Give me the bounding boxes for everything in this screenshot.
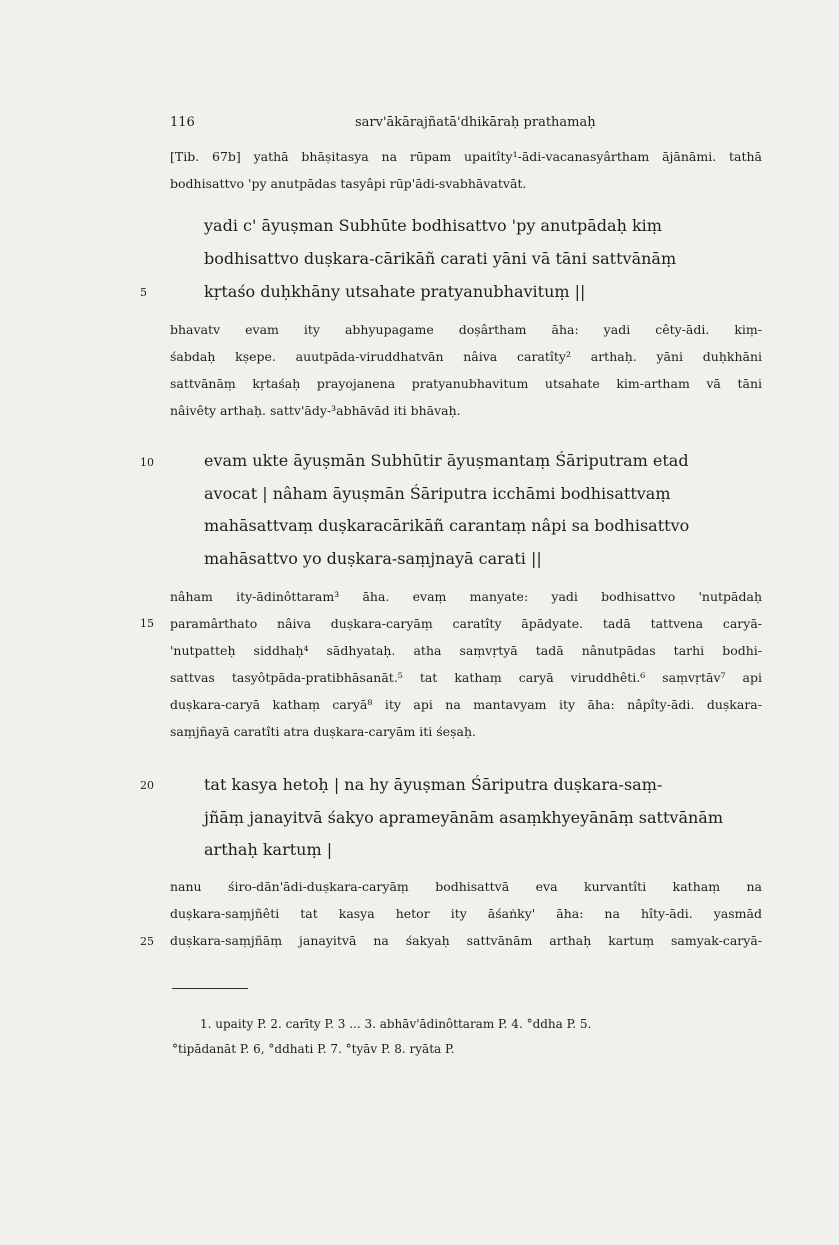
line-number: 20 (140, 779, 154, 792)
commentary-line: sattvānāṃ kṛtaśaḥ prayojanena pratyanubhavitum utsahate kim-artham vā tāni (170, 376, 762, 391)
line-number: 5 (140, 286, 147, 299)
footnote-line: °tipādanāt P. 6, °ddhati P. 7. °tyāv P. 8. ryāta P. (172, 1042, 455, 1056)
running-title: sarv'ākārajñatā'dhikāraḥ prathamaḥ (355, 115, 596, 130)
verse-line: bodhisattvo duṣkara-cārikāñ carati yāni vā tāni sattvānāṃ (204, 249, 677, 268)
commentary-line: nâivêty arthaḥ. sattv'ādy-³abhāvād iti bhāvaḥ. (170, 403, 461, 418)
commentary-line: saṃjñayā caratîti atra duṣkara-caryām iti śeṣaḥ. (170, 724, 476, 739)
verse-line: mahāsattvo yo duṣkara-saṃjnayā carati || (204, 549, 542, 568)
verse-line: kṛtaśo duḥkhāny utsahate pratyanubhavituṃ || (204, 282, 586, 301)
commentary-line: duṣkara-caryā kathaṃ caryā⁸ ity api na mantavyam ity āha: nâpîty-ādi. duṣkara- (170, 697, 762, 712)
commentary-line: śabdaḥ kṣepe. auutpāda-viruddhatvān nâiva caratîty² arthaḥ. yāni duḥkhāni (170, 349, 762, 364)
line-number: 15 (140, 617, 154, 630)
commentary-line: bodhisattvo 'py anutpādas tasyâpi rūp'ādi-svabhāvatvāt. (170, 176, 527, 191)
verse-line: mahāsattvaṃ duṣkaracārikāñ carantaṃ nâpi sa bodhisattvo (204, 516, 690, 535)
commentary-line: duṣkara-saṃjñāṃ janayitvā na śakyaḥ sattvānām arthaḥ kartuṃ samyak-caryā- (170, 933, 762, 948)
page-number: 116 (170, 115, 195, 130)
commentary-line: duṣkara-saṃjñêti tat kasya hetor ity āśaṅky' āha: na hîty-ādi. yasmād (170, 906, 762, 921)
commentary-line: nâham ity-ādinôttaram³ āha. evaṃ manyate: yadi bodhisattvo 'nutpādaḥ (170, 589, 762, 604)
verse-line: yadi c' āyuṣman Subhūte bodhisattvo 'py anutpādaḥ kiṃ (204, 216, 662, 235)
verse-line: jñāṃ janayitvā śakyo aprameyānām asaṃkhyeyānāṃ sattvānām (204, 808, 723, 827)
line-number: 25 (140, 935, 154, 948)
commentary-line: nanu śiro-dān'ādi-duṣkara-caryāṃ bodhisattvā eva kurvantîti kathaṃ na (170, 879, 762, 894)
verse-line: arthaḥ kartuṃ | (204, 840, 333, 859)
commentary-line: [Tib. 67b] yathā bhāṣitasya na rūpam upaitîty¹-ādi-vacanasyârtham ājānāmi. tathā (170, 149, 762, 164)
commentary-line: bhavatv evam ity abhyupagame doṣârtham āha: yadi cêty-ādi. kiṃ- (170, 322, 762, 337)
footnote-line: 1. upaity P. 2. carīty P. 3 ... 3. abhāv'ādinôttaram P. 4. °ddha P. 5. (200, 1017, 592, 1031)
line-number: 10 (140, 456, 154, 469)
commentary-line: paramârthato nâiva duṣkara-caryāṃ caratîty āpādyate. tadā tattvena caryā- (170, 616, 762, 631)
verse-line: avocat | nâham āyuṣmān Śāriputra icchāmi bodhisattvaṃ (204, 484, 671, 503)
verse-line: tat kasya hetoḥ | na hy āyuṣman Śāriputra duṣkara-saṃ- (204, 775, 663, 794)
commentary-line: sattvas tasyôtpāda-pratibhāsanāt.⁵ tat kathaṃ caryā viruddhêti.⁶ saṃvṛtāv⁷ api (170, 670, 762, 685)
commentary-line: 'nutpatteḥ siddhaḥ⁴ sādhyataḥ. atha saṃvṛtyā tadā nânutpādas tarhi bodhi- (170, 643, 762, 658)
footnote-rule (172, 988, 248, 989)
verse-line: evam ukte āyuṣmān Subhūtir āyuṣmantaṃ Śāriputram etad (204, 451, 689, 470)
